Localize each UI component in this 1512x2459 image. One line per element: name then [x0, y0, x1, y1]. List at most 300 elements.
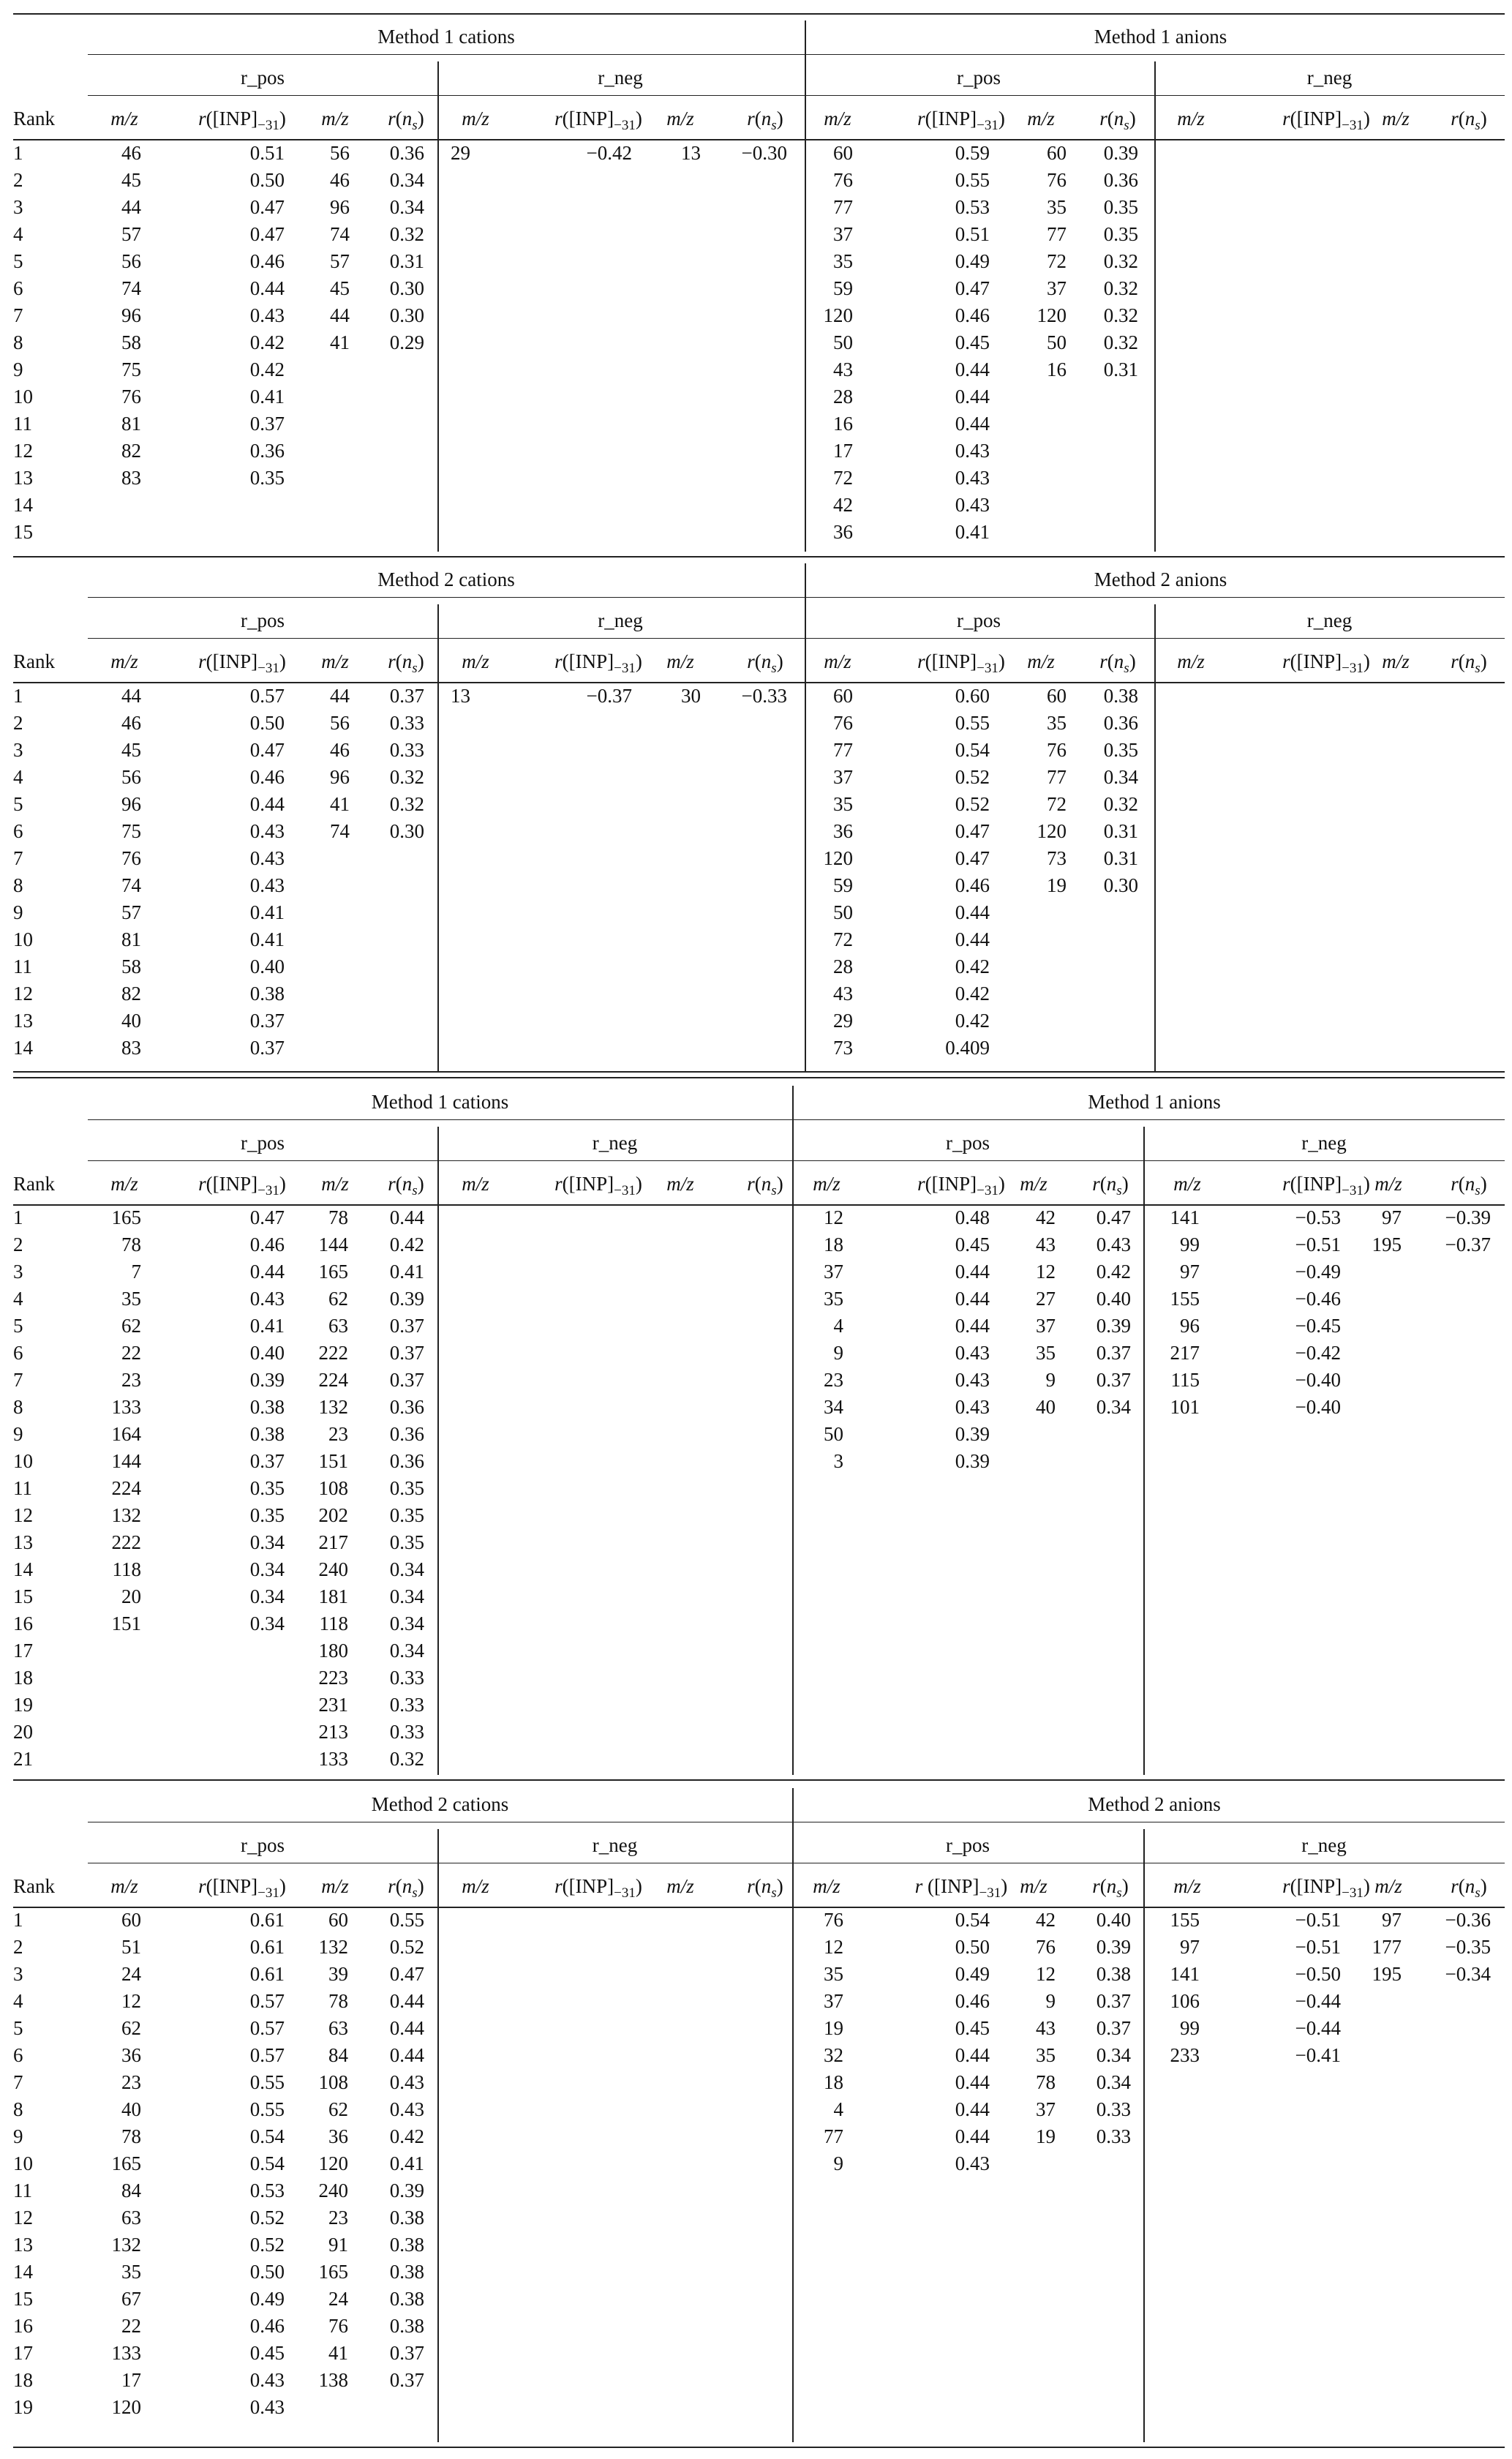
rank-cell: 15 — [13, 1585, 33, 1607]
rank-header: Rank — [13, 1173, 55, 1195]
r-value-cell: 0.36 — [389, 142, 424, 164]
mz-cell: 76 — [1047, 169, 1067, 191]
r-value-cell: 0.41 — [249, 1315, 285, 1337]
r-value-cell: 0.47 — [955, 820, 990, 842]
column-header-ns: $r(n_s)$ — [1451, 1875, 1487, 1901]
r-value-cell: 0.50 — [249, 712, 285, 734]
r-value-cell: 0.37 — [389, 1342, 424, 1364]
r-value-cell: 0.55 — [955, 169, 990, 191]
rank-cell: 18 — [13, 1667, 33, 1689]
bottom-rule — [13, 2447, 1505, 2448]
r-value-cell: 0.37 — [249, 1010, 285, 1032]
r-value-cell: 0.36 — [389, 1450, 424, 1472]
mz-cell: 44 — [121, 685, 141, 707]
rank-cell: 3 — [13, 1963, 23, 1985]
r-value-cell: −0.33 — [741, 685, 787, 707]
r-value-cell: 0.34 — [389, 196, 424, 218]
mz-cell: 78 — [1036, 2071, 1056, 2093]
r-value-cell: 0.37 — [249, 413, 285, 435]
r-value-cell: 0.35 — [389, 1531, 424, 1553]
mz-cell: 74 — [121, 874, 141, 896]
column-divider — [1143, 1829, 1145, 2442]
mz-cell: 76 — [1036, 1936, 1056, 1958]
r-value-cell: 0.41 — [249, 386, 285, 408]
column-divider — [437, 61, 439, 552]
r-pos-label: r_pos — [957, 67, 1001, 89]
r-value-cell: 0.39 — [955, 1423, 990, 1445]
mz-cell: 77 — [1047, 223, 1067, 245]
mz-cell: 108 — [318, 1477, 348, 1499]
rank-cell: 21 — [13, 1748, 33, 1770]
mz-cell: 144 — [318, 1234, 348, 1255]
mz-cell: 165 — [111, 2152, 141, 2174]
r-value-cell: 0.40 — [249, 956, 285, 977]
mz-cell: 37 — [833, 766, 853, 788]
r-value-cell: −0.35 — [1445, 1936, 1491, 1958]
r-value-cell: 0.36 — [389, 1396, 424, 1418]
mz-cell: 19 — [1047, 874, 1067, 896]
mz-cell: 72 — [1047, 250, 1067, 272]
column-header-mz: m/z — [462, 1173, 489, 1195]
rank-cell: 2 — [13, 169, 23, 191]
mz-cell: 23 — [121, 2071, 141, 2093]
mz-cell: 42 — [1036, 1206, 1056, 1228]
r-value-cell: 0.38 — [389, 2288, 424, 2310]
r-value-cell: 0.32 — [389, 1748, 424, 1770]
r-value-cell: 0.61 — [249, 1909, 285, 1931]
mz-cell: 45 — [121, 739, 141, 761]
r-value-cell: 0.43 — [955, 1369, 990, 1391]
column-header-ns: $r(n_s)$ — [388, 1875, 424, 1901]
column-header-ns: $r(n_s)$ — [747, 1875, 783, 1901]
r-value-cell: 0.35 — [389, 1504, 424, 1526]
r-value-cell: 0.45 — [955, 2017, 990, 2039]
r-value-cell: 0.34 — [1096, 2044, 1131, 2066]
column-header-mz: m/z — [666, 1173, 694, 1195]
mz-cell: 96 — [1180, 1315, 1200, 1337]
r-value-cell: 0.61 — [249, 1963, 285, 1985]
mz-cell: 144 — [111, 1450, 141, 1472]
mz-cell: 74 — [330, 820, 350, 842]
r-value-cell: −0.39 — [1445, 1206, 1491, 1228]
mz-cell: 151 — [318, 1450, 348, 1472]
column-header-mz: m/z — [1173, 1875, 1201, 1897]
r-value-cell: 0.41 — [389, 2152, 424, 2174]
mz-cell: 96 — [121, 304, 141, 326]
r-value-cell: −0.34 — [1445, 1963, 1491, 1985]
r-value-cell: −0.51 — [1295, 1234, 1341, 1255]
mz-cell: 18 — [824, 2071, 843, 2093]
rank-cell: 19 — [13, 1694, 33, 1716]
r-value-cell: 0.33 — [389, 1694, 424, 1716]
rank-cell: 9 — [13, 901, 23, 923]
rank-cell: 3 — [13, 1261, 23, 1283]
mz-cell: 62 — [328, 1288, 348, 1310]
column-header-mz: m/z — [110, 1875, 138, 1897]
r-value-cell: 0.33 — [389, 712, 424, 734]
r-value-cell: 0.32 — [1103, 304, 1138, 326]
r-value-cell: 0.46 — [249, 766, 285, 788]
r-value-cell: 0.43 — [249, 874, 285, 896]
r-neg-label: r_neg — [598, 67, 643, 89]
r-value-cell: 0.52 — [249, 2234, 285, 2256]
r-value-cell: 0.41 — [955, 521, 990, 543]
r-value-cell: 0.30 — [389, 304, 424, 326]
column-header-mz: m/z — [462, 108, 489, 129]
r-value-cell: −0.49 — [1295, 1261, 1341, 1283]
mz-cell: 82 — [121, 440, 141, 462]
mz-cell: 57 — [121, 901, 141, 923]
mz-cell: 23 — [121, 1369, 141, 1391]
rank-cell: 4 — [13, 766, 23, 788]
r-value-cell: 0.38 — [1103, 685, 1138, 707]
r-value-cell: 0.32 — [389, 223, 424, 245]
r-value-cell: 0.47 — [249, 739, 285, 761]
mz-cell: 120 — [1037, 820, 1067, 842]
rank-cell: 8 — [13, 331, 23, 353]
r-value-cell: 0.47 — [955, 277, 990, 299]
r-value-cell: 0.44 — [955, 2125, 990, 2147]
mz-cell: 40 — [1036, 1396, 1056, 1418]
r-value-cell: 0.52 — [389, 1936, 424, 1958]
rank-cell: 1 — [13, 1206, 23, 1228]
mz-cell: 63 — [121, 2207, 141, 2229]
mz-cell: 46 — [330, 739, 350, 761]
mz-cell: 115 — [1170, 1369, 1200, 1391]
mz-cell: 23 — [328, 2207, 348, 2229]
r-value-cell: 0.33 — [389, 739, 424, 761]
mz-cell: 40 — [121, 1010, 141, 1032]
r-value-cell: 0.32 — [1103, 331, 1138, 353]
r-pos-label: r_pos — [241, 1834, 285, 1856]
mz-cell: 44 — [330, 685, 350, 707]
mz-cell: 155 — [1170, 1288, 1200, 1310]
column-header-mz: m/z — [110, 1173, 138, 1195]
mz-cell: 44 — [330, 304, 350, 326]
r-pos-label: r_pos — [241, 609, 285, 631]
rank-cell: 5 — [13, 793, 23, 815]
rank-cell: 1 — [13, 1909, 23, 1931]
r-value-cell: −0.51 — [1295, 1936, 1341, 1958]
r-value-cell: 0.34 — [249, 1613, 285, 1634]
rank-cell: 8 — [13, 2098, 23, 2120]
rank-header: Rank — [13, 1875, 55, 1897]
column-header-mz: m/z — [321, 650, 349, 672]
r-value-cell: 0.45 — [955, 331, 990, 353]
r-value-cell: 0.44 — [955, 901, 990, 923]
r-value-cell: 0.47 — [955, 847, 990, 869]
rule-line — [88, 1160, 1505, 1161]
rank-cell: 9 — [13, 358, 23, 380]
section-title-right: Method 2 anions — [1094, 568, 1227, 590]
column-header-mz: m/z — [462, 1875, 489, 1897]
r-value-cell: 0.44 — [389, 1206, 424, 1228]
mz-cell: 20 — [121, 1585, 141, 1607]
mz-cell: 12 — [1036, 1963, 1056, 1985]
mz-cell: 67 — [121, 2288, 141, 2310]
mz-cell: 40 — [121, 2098, 141, 2120]
r-value-cell: 0.55 — [249, 2098, 285, 2120]
r-value-cell: 0.33 — [1096, 2125, 1131, 2147]
mz-cell: 17 — [833, 440, 853, 462]
column-header-inp: $r([INP]_{-31})$ — [917, 1173, 1005, 1198]
rank-cell: 11 — [13, 413, 32, 435]
r-value-cell: 0.43 — [249, 1288, 285, 1310]
mz-cell: 36 — [833, 521, 853, 543]
column-header-ns: $r(n_s)$ — [1451, 1173, 1487, 1198]
rank-cell: 16 — [13, 2315, 33, 2337]
r-value-cell: 0.30 — [389, 277, 424, 299]
rank-cell: 7 — [13, 304, 23, 326]
r-value-cell: 0.37 — [1096, 1369, 1131, 1391]
mz-cell: 35 — [833, 793, 853, 815]
mz-cell: 41 — [330, 793, 350, 815]
rule-line — [13, 1077, 1505, 1078]
rank-cell: 8 — [13, 874, 23, 896]
table-section — [13, 13, 1505, 556]
rank-cell: 14 — [13, 1037, 33, 1059]
r-value-cell: 0.57 — [249, 2017, 285, 2039]
mz-cell: 132 — [111, 2234, 141, 2256]
mz-cell: 195 — [1372, 1234, 1402, 1255]
column-header-ns: $r(n_s)$ — [1092, 1173, 1129, 1198]
r-value-cell: 0.35 — [389, 1477, 424, 1499]
rank-cell: 9 — [13, 1423, 23, 1445]
mz-cell: 46 — [121, 142, 141, 164]
r-value-cell: 0.44 — [249, 793, 285, 815]
mz-cell: 132 — [111, 1504, 141, 1526]
r-value-cell: 0.43 — [389, 2071, 424, 2093]
r-value-cell: 0.49 — [955, 250, 990, 272]
column-divider — [1154, 61, 1156, 552]
r-value-cell: 0.60 — [955, 685, 990, 707]
mz-cell: 76 — [121, 847, 141, 869]
mz-cell: 96 — [330, 196, 350, 218]
r-value-cell: 0.43 — [249, 2396, 285, 2418]
r-value-cell: 0.42 — [955, 1010, 990, 1032]
column-header-mz: m/z — [813, 1173, 840, 1195]
column-header-inp: $r([INP]_{-31})$ — [1282, 108, 1370, 133]
r-value-cell: 0.43 — [955, 467, 990, 489]
r-value-cell: 0.38 — [1096, 1963, 1131, 1985]
column-header-inp: $r([INP]_{-31})$ — [198, 1875, 286, 1901]
r-value-cell: 0.35 — [249, 467, 285, 489]
column-header-ns: $r(n_s)$ — [1451, 650, 1487, 676]
mz-cell: 141 — [1170, 1206, 1200, 1228]
r-value-cell: 0.34 — [389, 169, 424, 191]
r-value-cell: 0.35 — [1103, 196, 1138, 218]
mz-cell: 217 — [318, 1531, 348, 1553]
mz-cell: 76 — [824, 1909, 843, 1931]
mz-cell: 12 — [824, 1206, 843, 1228]
mz-cell: 76 — [1047, 739, 1067, 761]
rank-cell: 13 — [13, 1010, 33, 1032]
r-value-cell: 0.31 — [1103, 847, 1138, 869]
rank-cell: 14 — [13, 1558, 33, 1580]
r-value-cell: 0.42 — [1096, 1261, 1131, 1283]
mz-cell: 97 — [1382, 1909, 1402, 1931]
mz-cell: 120 — [823, 304, 853, 326]
r-value-cell: 0.49 — [955, 1963, 990, 1985]
r-neg-label: r_neg — [1301, 1132, 1347, 1154]
mz-cell: 120 — [111, 2396, 141, 2418]
mz-cell: 22 — [121, 2315, 141, 2337]
r-value-cell: 0.39 — [1096, 1936, 1131, 1958]
mz-cell: 155 — [1170, 1909, 1200, 1931]
mz-cell: 37 — [1036, 2098, 1056, 2120]
r-value-cell: 0.36 — [1103, 712, 1138, 734]
r-value-cell: 0.43 — [249, 2369, 285, 2391]
mz-cell: 60 — [1047, 685, 1067, 707]
column-header-inp: $r([INP]_{-31})$ — [917, 650, 1005, 676]
mz-cell: 72 — [833, 467, 853, 489]
rule-line — [13, 1071, 1505, 1073]
r-value-cell: 0.46 — [249, 1234, 285, 1255]
mz-cell: 23 — [328, 1423, 348, 1445]
r-value-cell: 0.44 — [955, 928, 990, 950]
r-value-cell: 0.44 — [955, 1261, 990, 1283]
rank-cell: 10 — [13, 386, 33, 408]
mz-cell: 44 — [121, 196, 141, 218]
column-divider — [792, 1788, 794, 2442]
rank-cell: 13 — [13, 1531, 33, 1553]
rank-cell: 12 — [13, 1504, 33, 1526]
rank-cell: 18 — [13, 2369, 33, 2391]
column-header-mz: m/z — [813, 1875, 840, 1897]
mz-cell: 35 — [121, 1288, 141, 1310]
mz-cell: 35 — [824, 1963, 843, 1985]
mz-cell: 42 — [833, 494, 853, 516]
mz-cell: 24 — [328, 2288, 348, 2310]
r-value-cell: 0.46 — [249, 2315, 285, 2337]
mz-cell: 43 — [833, 983, 853, 1005]
r-value-cell: 0.46 — [955, 1990, 990, 2012]
r-value-cell: 0.34 — [249, 1558, 285, 1580]
mz-cell: 133 — [318, 1748, 348, 1770]
r-value-cell: 0.39 — [389, 1288, 424, 1310]
r-value-cell: 0.29 — [389, 331, 424, 353]
rule-line — [88, 95, 1505, 96]
section-title-right: Method 1 anions — [1094, 26, 1227, 48]
mz-cell: 78 — [121, 1234, 141, 1255]
mz-cell: 58 — [121, 956, 141, 977]
mz-cell: 59 — [833, 277, 853, 299]
rule-line — [13, 556, 1505, 558]
r-value-cell: 0.43 — [955, 1396, 990, 1418]
r-value-cell: 0.32 — [389, 793, 424, 815]
r-value-cell: 0.34 — [249, 1585, 285, 1607]
mz-cell: 9 — [1045, 1369, 1056, 1391]
mz-cell: 41 — [328, 2342, 348, 2364]
r-value-cell: 0.54 — [249, 2125, 285, 2147]
r-neg-label: r_neg — [598, 609, 643, 631]
mz-cell: 77 — [833, 739, 853, 761]
mz-cell: 164 — [111, 1423, 141, 1445]
r-value-cell: 0.41 — [249, 901, 285, 923]
r-value-cell: 0.37 — [1096, 1342, 1131, 1364]
column-header-inp: r $([INP]_{-31})$ — [914, 1875, 1008, 1901]
mz-cell: 76 — [121, 386, 141, 408]
mz-cell: 120 — [823, 847, 853, 869]
r-value-cell: 0.49 — [249, 2288, 285, 2310]
section-title-right: Method 2 anions — [1088, 1793, 1221, 1815]
mz-cell: 57 — [330, 250, 350, 272]
mz-cell: 165 — [111, 1206, 141, 1228]
column-header-ns: $r(n_s)$ — [388, 1173, 424, 1198]
mz-cell: 37 — [1036, 1315, 1056, 1337]
column-header-inp: $r([INP]_{-31})$ — [1282, 1173, 1370, 1198]
mz-cell: 45 — [330, 277, 350, 299]
rank-cell: 11 — [13, 1477, 32, 1499]
mz-cell: 78 — [328, 1990, 348, 2012]
r-value-cell: 0.34 — [1096, 1396, 1131, 1418]
rank-cell: 6 — [13, 820, 23, 842]
mz-cell: 101 — [1170, 1396, 1200, 1418]
r-value-cell: 0.44 — [249, 1261, 285, 1283]
mz-cell: 81 — [121, 413, 141, 435]
mz-cell: 133 — [111, 1396, 141, 1418]
mz-cell: 76 — [833, 169, 853, 191]
r-value-cell: 0.41 — [389, 1261, 424, 1283]
mz-cell: 118 — [319, 1613, 348, 1634]
rank-cell: 17 — [13, 2342, 33, 2364]
r-value-cell: 0.38 — [249, 1396, 285, 1418]
r-value-cell: 0.44 — [955, 386, 990, 408]
r-value-cell: 0.37 — [389, 1315, 424, 1337]
r-value-cell: 0.32 — [1103, 793, 1138, 815]
rank-cell: 19 — [13, 2396, 33, 2418]
rank-cell: 7 — [13, 2071, 23, 2093]
mz-cell: 224 — [111, 1477, 141, 1499]
r-value-cell: 0.43 — [249, 847, 285, 869]
r-value-cell: 0.43 — [955, 2152, 990, 2174]
mz-cell: 180 — [318, 1640, 348, 1662]
r-value-cell: 0.42 — [955, 956, 990, 977]
r-value-cell: 0.30 — [1103, 874, 1138, 896]
mz-cell: 50 — [833, 901, 853, 923]
rank-cell: 1 — [13, 142, 23, 164]
mz-cell: 50 — [833, 331, 853, 353]
r-value-cell: 0.54 — [955, 739, 990, 761]
r-value-cell: −0.42 — [1295, 1342, 1341, 1364]
column-header-mz: m/z — [1374, 1875, 1402, 1897]
table-section — [13, 1779, 1505, 2447]
mz-cell: 28 — [833, 386, 853, 408]
r-value-cell: 0.44 — [389, 2017, 424, 2039]
mz-cell: 133 — [111, 2342, 141, 2364]
column-header-mz: m/z — [321, 1875, 349, 1897]
mz-cell: 37 — [824, 1261, 843, 1283]
rank-cell: 10 — [13, 1450, 33, 1472]
r-value-cell: 0.35 — [1103, 739, 1138, 761]
mz-cell: 35 — [1036, 2044, 1056, 2066]
r-neg-label: r_neg — [1301, 1834, 1347, 1856]
r-value-cell: 0.44 — [955, 2044, 990, 2066]
r-value-cell: 0.47 — [249, 223, 285, 245]
column-header-ns: $r(n_s)$ — [747, 1173, 783, 1198]
mz-cell: 41 — [330, 331, 350, 353]
r-value-cell: 0.43 — [955, 1342, 990, 1364]
mz-cell: 42 — [1036, 1909, 1056, 1931]
section-title-right: Method 1 anions — [1088, 1091, 1221, 1113]
r-value-cell: 0.42 — [389, 1234, 424, 1255]
mz-cell: 108 — [318, 2071, 348, 2093]
mz-cell: 19 — [1036, 2125, 1056, 2147]
rank-cell: 6 — [13, 1342, 23, 1364]
rank-cell: 15 — [13, 2288, 33, 2310]
rank-cell: 11 — [13, 956, 32, 977]
r-value-cell: 0.44 — [389, 2044, 424, 2066]
